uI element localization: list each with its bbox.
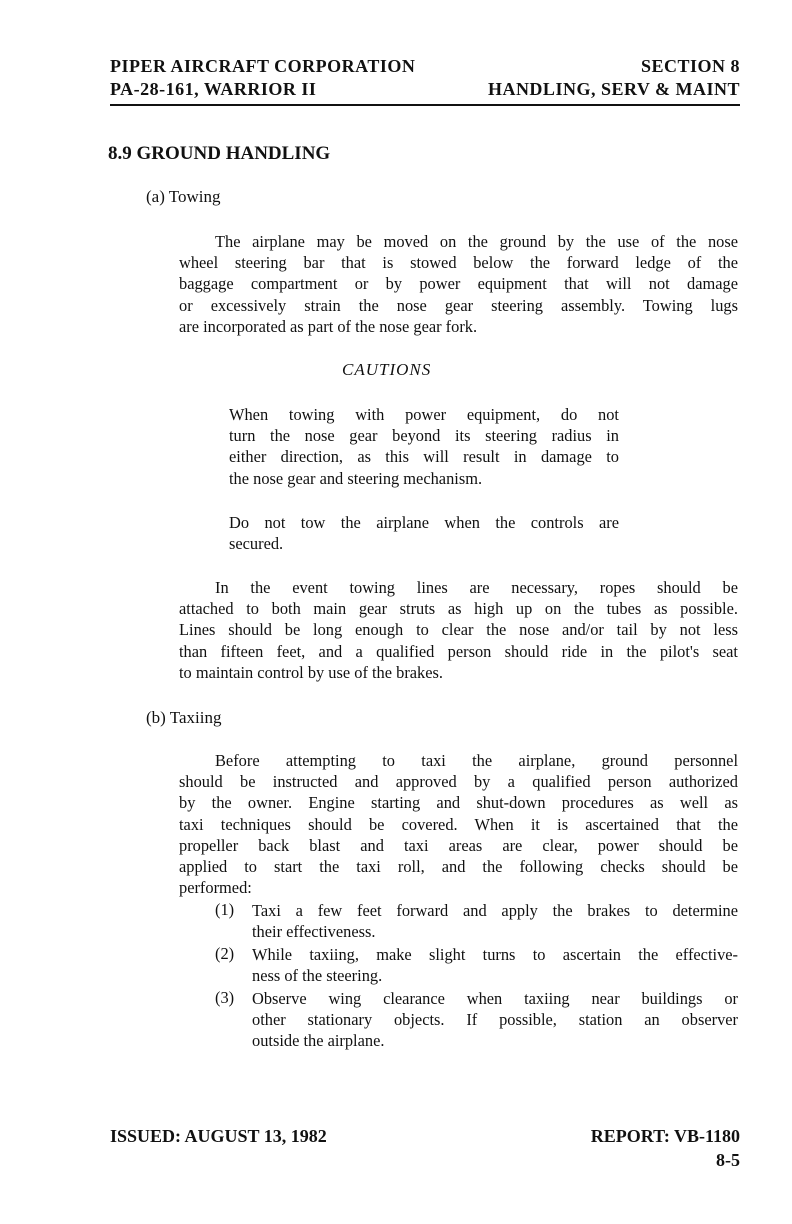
text-line: by the owner. Engine starting and shut-down procedures as well as	[179, 793, 738, 813]
caution-1	[229, 404, 619, 489]
text-line: When towing with power equipment, do not	[229, 405, 619, 424]
text-line: should be instructed and approved by a qualified person authorized	[179, 772, 738, 792]
header-company: PIPER AIRCRAFT CORPORATION	[110, 56, 416, 76]
text-line: taxi techniques should be covered. When it is ascertained that the	[179, 814, 738, 834]
text-line: either direction, as this will result in damage to	[229, 447, 619, 467]
towing-label: (a) Towing	[146, 187, 221, 206]
text-line: Do not tow the airplane when the controls are	[229, 513, 619, 532]
text-line: secured.	[229, 534, 284, 554]
section-heading: 8.9 GROUND HANDLING	[108, 143, 331, 164]
check-item-2-text	[252, 944, 738, 986]
text-line: Before attempting to taxi the airplane, ground personnel	[215, 751, 738, 770]
text-line: turn the nose gear beyond its steering radius in	[229, 426, 619, 446]
check-item-1-text	[252, 900, 738, 942]
text-line: wheel steering bar that is stowed below the forward ledge of the	[179, 253, 738, 273]
header-section: SECTION 8	[640, 56, 740, 76]
text-line: to maintain control by use of the brakes.	[179, 662, 444, 682]
check-item-3-number: (3)	[215, 988, 235, 1007]
text-line: baggage compartment or by power equipment that will not damage	[179, 274, 738, 294]
taxiing-label: (b) Taxiing	[146, 708, 222, 727]
text-line: propeller back blast and taxi areas are clear, power should be	[179, 835, 738, 855]
check-item-2-number: (2)	[215, 944, 235, 963]
check-item-3-text	[252, 988, 738, 1052]
towing-lines-paragraph	[179, 577, 738, 683]
header-model: PA-28-161, WARRIOR II	[110, 79, 317, 99]
text-line: Taxi a few feet forward and apply the brakes to determine	[252, 901, 738, 920]
header-section-title: HANDLING, SERV & MAINT	[487, 79, 740, 99]
text-line: outside the airplane.	[252, 1031, 385, 1051]
text-line: While taxiing, make slight turns to ascertain the effective-	[252, 945, 738, 964]
text-line: their effectiveness.	[252, 922, 376, 942]
text-line: Lines should be long enough to clear the nose and/or tail by not less	[179, 620, 738, 640]
text-line: are incorporated as part of the nose gear fork.	[179, 316, 478, 336]
text-line: other stationary objects. If possible, station an observer	[252, 1010, 738, 1030]
text-line: performed:	[179, 878, 252, 898]
cautions-title: CAUTIONS	[342, 360, 432, 379]
taxiing-paragraph	[179, 750, 738, 898]
header-rule	[110, 104, 740, 106]
text-line: Observe wing clearance when taxiing near buildings or	[252, 989, 738, 1008]
check-item-1-number: (1)	[215, 900, 235, 919]
page-number: 8-5	[716, 1150, 740, 1170]
footer-issued: ISSUED: AUGUST 13, 1982	[110, 1126, 327, 1146]
text-line: In the event towing lines are necessary, ropes should be	[215, 578, 738, 597]
caution-2	[229, 512, 619, 554]
text-line: the nose gear and steering mechanism.	[229, 468, 483, 488]
footer-report: REPORT: VB-1180	[590, 1126, 740, 1146]
text-line: than fifteen feet, and a qualified person should ride in the pilot's seat	[179, 641, 738, 661]
text-line: applied to start the taxi roll, and the following checks should be	[179, 857, 738, 877]
text-line: ness of the steering.	[252, 966, 383, 986]
text-line: or excessively strain the nose gear steering assembly. Towing lugs	[179, 295, 738, 315]
towing-paragraph	[179, 231, 738, 337]
text-line: attached to both main gear struts as high up on the tubes as possible.	[179, 599, 738, 619]
text-line: The airplane may be moved on the ground by the use of the nose	[215, 232, 738, 251]
